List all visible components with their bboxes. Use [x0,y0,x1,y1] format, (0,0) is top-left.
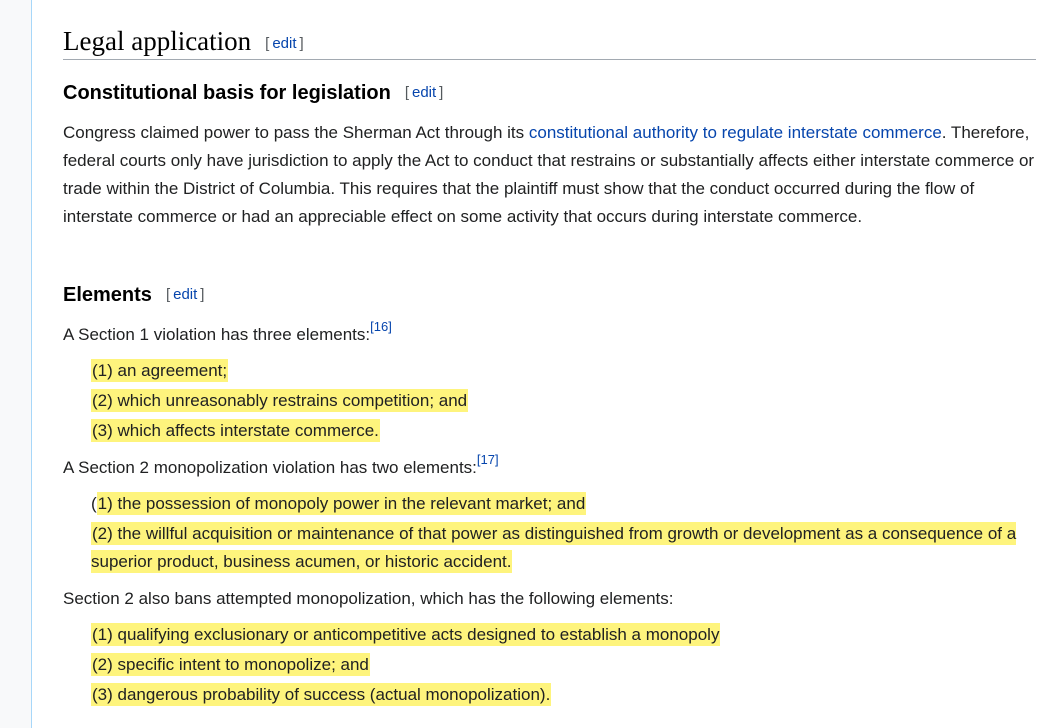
paragraph-text: . Therefore, federal courts only have jurisdiction to apply the Act to conduct that restrains or substantially affects either interstate commerce or trade within the District of Columbia. This requires that the plaintiff must show that the conduct occurred during the flow of interstate commerce or had an appreciable effect on some activity that occurs during interstate commerce. [63,123,1035,226]
section2-intro [63,453,1038,482]
edit-link[interactable]: edit [173,286,198,303]
content-area [31,0,1057,728]
highlighted-text: (2) which unreasonably restrains competition; and [92,391,468,410]
highlighted-text: (2) the willful acquisition or maintenance of that power as distinguished from growth or development as a consequence of a superior product, business acumen, or historic accident. [91,524,1017,571]
intro-text: A Section 1 violation has three elements: [63,325,371,344]
item-prefix: ( [91,494,97,513]
edit-link[interactable]: edit [272,35,297,52]
reference-16 [370,319,392,334]
subheading-constitutional-basis [63,80,443,106]
attempted-element-3 [91,681,1057,709]
edit-link[interactable]: edit [411,84,437,101]
section1-element-3 [91,417,1057,445]
section-title: Legal application [63,26,252,56]
highlighted-text: (2) specific intent to monopolize; and [92,655,369,674]
intro-text: Section 2 also bans attempted monopolization, which has the following elements: [63,589,674,608]
highlighted-text: (1) qualifying exclusionary or anticompetitive acts designed to establish a monopoly [92,625,720,644]
edit-section-link: [ edit ] [265,35,304,52]
attempted-monopolization-intro [63,585,1038,613]
highlighted-text: (3) dangerous probability of success (actual monopolization). [92,685,551,704]
reference-link[interactable]: [17] [476,452,499,467]
reference-17 [477,452,499,467]
edit-section-link: [ edit ] [165,286,205,303]
paragraph-text: Congress claimed power to pass the Sherman Act through its [63,123,529,142]
section2-element-2 [91,520,1057,576]
section-heading-legal-application [63,24,1036,60]
attempted-element-2 [91,651,1057,679]
edit-section-link: [ edit ] [404,84,444,101]
intro-text: A Section 2 monopolization violation has two elements: [63,458,477,477]
highlighted-text: (3) which affects interstate commerce. [92,421,379,440]
section2-element-1 [91,490,1057,518]
section1-element-1 [91,357,1057,385]
subheading-title: Constitutional basis for legislation [63,82,391,104]
attempted-element-1 [91,621,1057,649]
highlighted-text: 1) the possession of monopoly power in the relevant market; and [97,494,586,513]
commerce-clause-link[interactable]: constitutional authority to regulate interstate commerce [528,123,942,142]
subheading-title: Elements [63,284,152,306]
reference-link[interactable]: [16] [370,319,392,334]
section1-element-2 [91,387,1057,415]
subheading-elements [63,282,204,308]
highlighted-text: (1) an agreement; [92,361,228,380]
constitutional-paragraph [63,119,1038,231]
section1-intro [63,320,1038,349]
